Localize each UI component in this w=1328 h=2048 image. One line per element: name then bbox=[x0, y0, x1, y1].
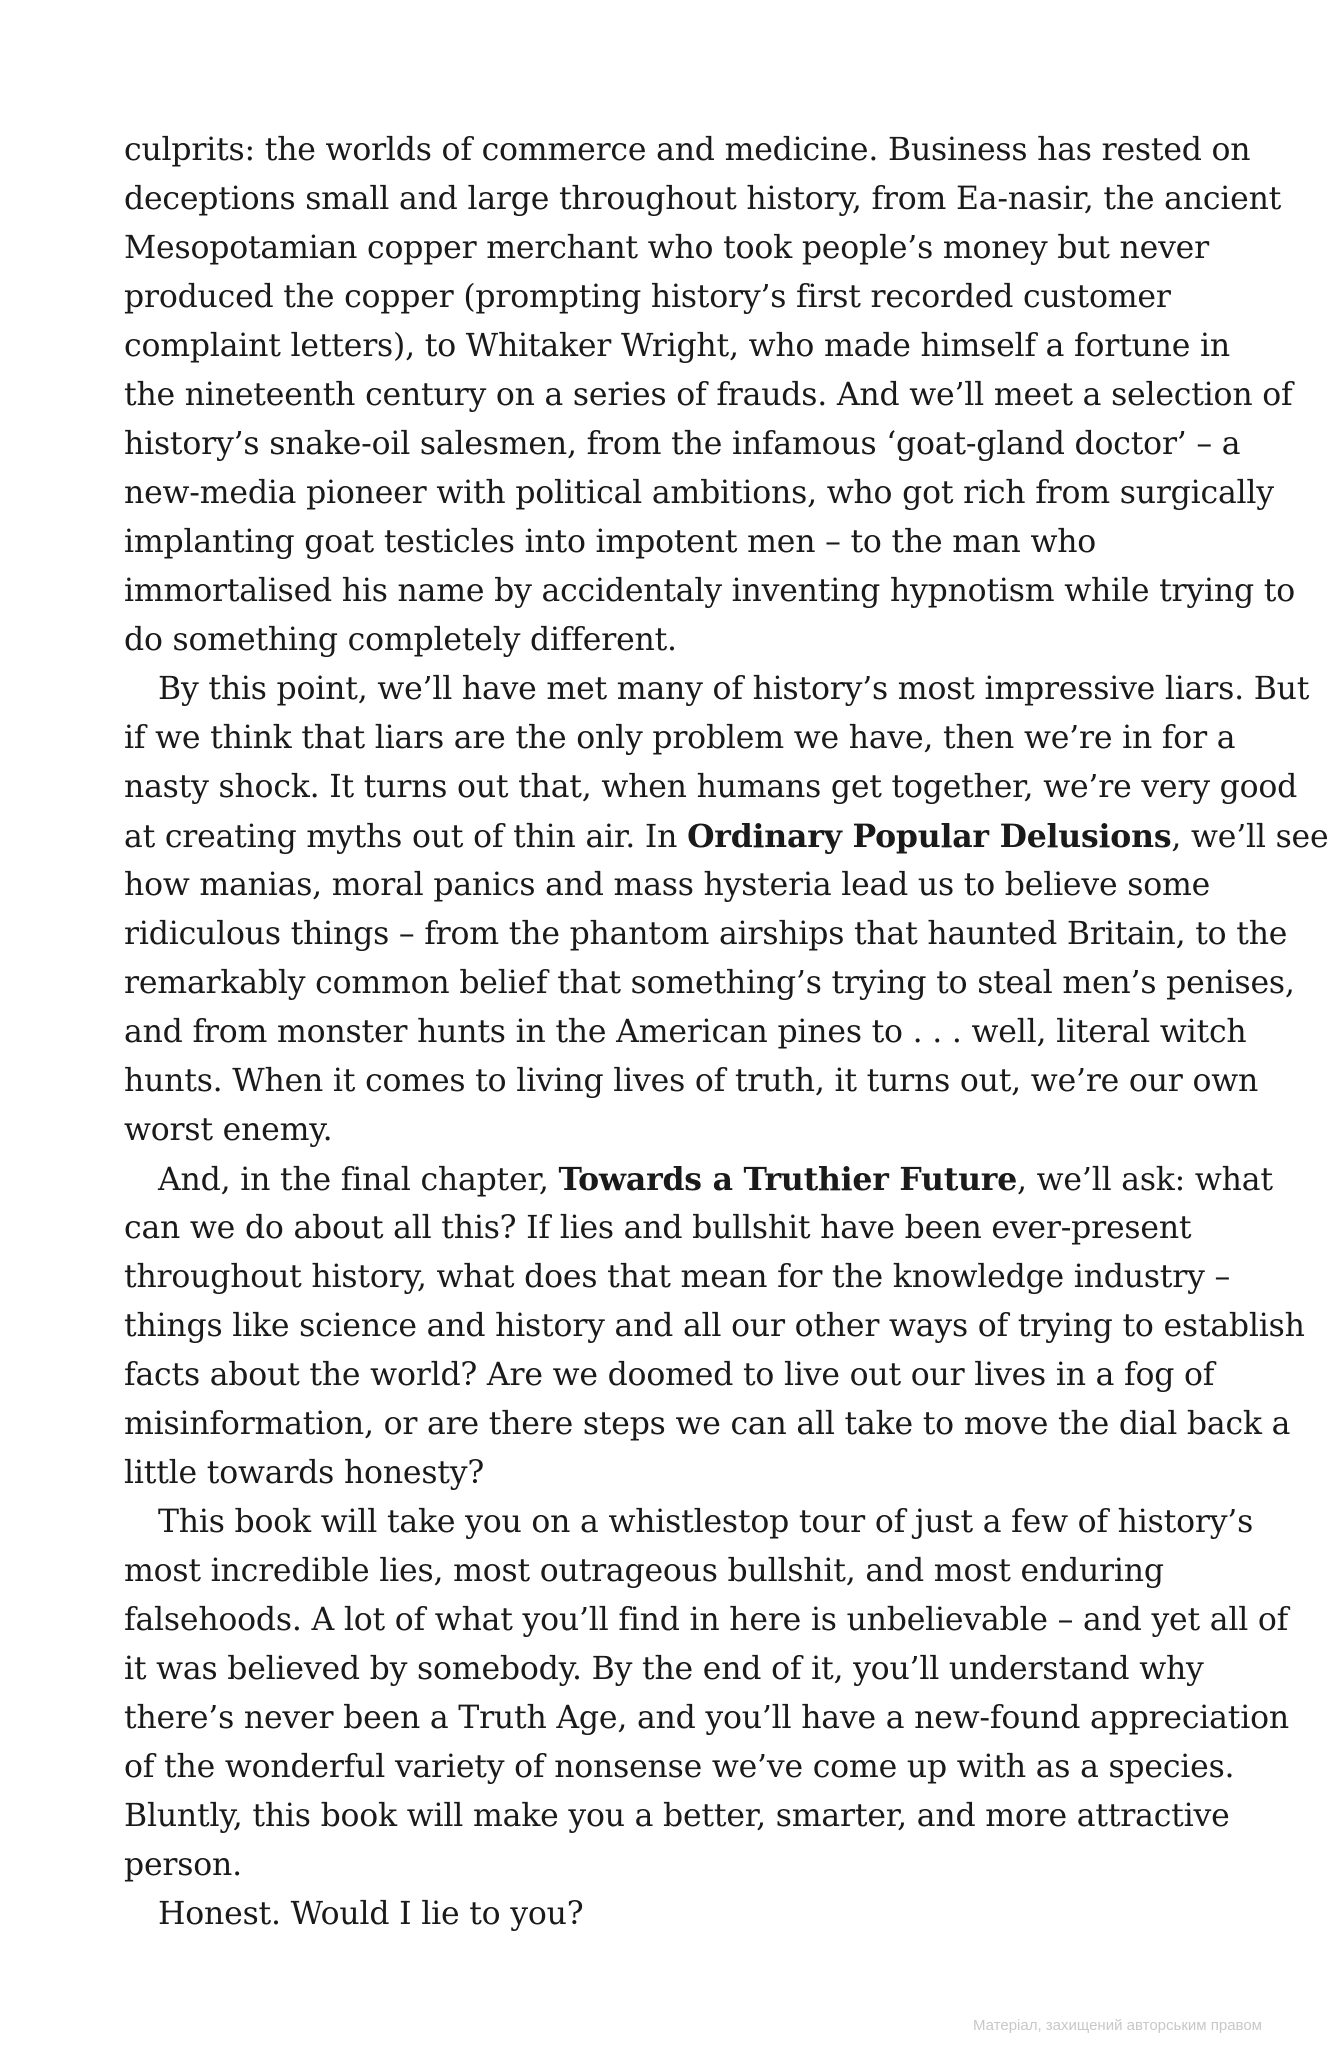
paragraph bbox=[124, 665, 1328, 1155]
copyright-watermark: Матеріал, захищений авторським правом bbox=[972, 2017, 1262, 2034]
text-segment: and from monster hunts in the American pines to . . . well, literal witch bbox=[124, 1014, 1247, 1050]
text-segment: , we’ll ask: what bbox=[1017, 1162, 1273, 1198]
text-segment: remarkably common belief that something’s trying to steal men’s penises, bbox=[124, 965, 1295, 1001]
text-line bbox=[124, 812, 1328, 861]
text-segment: hunts. When it comes to living lives of truth, it turns out, we’re our own bbox=[124, 1063, 1259, 1099]
text-line bbox=[124, 1106, 1194, 1155]
text-line bbox=[124, 273, 1194, 322]
text-segment: , we’ll see bbox=[1171, 819, 1328, 855]
text-line bbox=[124, 616, 1194, 665]
text-segment: produced the copper (prompting history’s first recorded customer bbox=[124, 279, 1171, 315]
text-line bbox=[124, 518, 1194, 567]
paragraph bbox=[124, 126, 1295, 665]
paragraph bbox=[124, 1890, 1194, 1939]
text-segment: at creating myths out of thin air. In bbox=[124, 819, 688, 855]
text-segment: of the wonderful variety of nonsense we’ve come up with as a species. bbox=[124, 1749, 1235, 1785]
text-line bbox=[124, 1351, 1215, 1400]
paragraph bbox=[124, 1155, 1305, 1498]
text-segment: Mesopotamian copper merchant who took people’s money but never bbox=[124, 230, 1209, 266]
text-segment: deceptions small and large throughout history, from Ea-nasir, the ancient bbox=[124, 181, 1282, 217]
text-line bbox=[124, 1008, 1247, 1057]
text-segment: do something completely different. bbox=[124, 622, 677, 658]
text-segment: complaint letters), to Whitaker Wright, who made himself a fortune in bbox=[124, 328, 1230, 364]
text-line bbox=[124, 1449, 1194, 1498]
text-line bbox=[124, 910, 1288, 959]
text-line bbox=[124, 322, 1230, 371]
text-segment: can we do about all this? If lies and bullshit have been ever-present bbox=[124, 1210, 1192, 1246]
chapter-title-reference: Ordinary Popular Delusions bbox=[687, 818, 1172, 855]
text-segment: nasty shock. It turns out that, when humans get together, we’re very good bbox=[124, 769, 1298, 805]
text-line bbox=[124, 1743, 1235, 1792]
text-line bbox=[124, 1057, 1259, 1106]
text-line bbox=[124, 1400, 1291, 1449]
text-line bbox=[124, 763, 1298, 812]
text-segment: And, in the final chapter, bbox=[158, 1162, 559, 1198]
text-line bbox=[124, 1694, 1289, 1743]
text-segment: facts about the world? Are we doomed to live out our lives in a fog of bbox=[124, 1357, 1215, 1393]
text-segment: falsehoods. A lot of what you’ll find in here is unbelievable – and yet all of bbox=[124, 1602, 1289, 1638]
text-line bbox=[124, 420, 1241, 469]
text-line bbox=[124, 1204, 1194, 1253]
text-line bbox=[124, 861, 1211, 910]
text-segment: little towards honesty? bbox=[124, 1455, 485, 1491]
text-line bbox=[124, 175, 1282, 224]
text-segment: By this point, we’ll have met many of history’s most impressive liars. But bbox=[158, 671, 1310, 707]
text-line bbox=[124, 1645, 1204, 1694]
text-segment: it was believed by somebody. By the end of it, you’ll understand why bbox=[124, 1651, 1204, 1687]
text-line bbox=[124, 1155, 1273, 1204]
text-segment: most incredible lies, most outrageous bullshit, and most enduring bbox=[124, 1553, 1164, 1589]
text-segment: Bluntly, this book will make you a better, smarter, and more attractive bbox=[124, 1798, 1230, 1834]
text-segment: the nineteenth century on a series of frauds. And we’ll meet a selection of bbox=[124, 377, 1293, 413]
text-line bbox=[124, 1792, 1230, 1841]
text-segment: if we think that liars are the only problem we have, then we’re in for a bbox=[124, 720, 1236, 756]
text-segment: throughout history, what does that mean for the knowledge industry – bbox=[124, 1259, 1231, 1295]
text-segment: culprits: the worlds of commerce and medicine. Business has rested on bbox=[124, 132, 1251, 168]
text-line bbox=[124, 1302, 1305, 1351]
text-line bbox=[124, 1547, 1194, 1596]
text-line bbox=[124, 469, 1274, 518]
paragraph bbox=[124, 1498, 1289, 1890]
text-line bbox=[124, 665, 1310, 714]
text-line bbox=[124, 714, 1236, 763]
text-segment: person. bbox=[124, 1847, 242, 1883]
text-segment: how manias, moral panics and mass hysteria lead us to believe some bbox=[124, 867, 1211, 903]
text-line bbox=[124, 1253, 1231, 1302]
text-segment: implanting goat testicles into impotent men – to the man who bbox=[124, 524, 1097, 560]
text-segment: ridiculous things – from the phantom airships that haunted Britain, to the bbox=[124, 916, 1288, 952]
text-segment: there’s never been a Truth Age, and you’ll have a new-found appreciation bbox=[124, 1700, 1289, 1736]
text-segment: things like science and history and all our other ways of trying to establish bbox=[124, 1308, 1305, 1344]
text-line bbox=[124, 224, 1209, 273]
chapter-title-reference: Towards a Truthier Future bbox=[558, 1161, 1018, 1198]
text-line bbox=[124, 1498, 1254, 1547]
text-segment: immortalised his name by accidentaly inventing hypnotism while trying to bbox=[124, 573, 1295, 609]
text-line bbox=[124, 1890, 1194, 1939]
book-text-body bbox=[124, 126, 1328, 1939]
text-segment: misinformation, or are there steps we can all take to move the dial back a bbox=[124, 1406, 1291, 1442]
text-line bbox=[124, 126, 1251, 175]
text-segment: worst enemy. bbox=[124, 1112, 333, 1148]
text-segment: Honest. Would I lie to you? bbox=[158, 1896, 584, 1932]
text-segment: history’s snake-oil salesmen, from the infamous ‘goat-gland doctor’ – a bbox=[124, 426, 1241, 462]
text-line bbox=[124, 959, 1295, 1008]
text-segment: This book will take you on a whistlestop tour of just a few of history’s bbox=[158, 1504, 1254, 1540]
text-line bbox=[124, 371, 1293, 420]
text-line bbox=[124, 1596, 1289, 1645]
text-line bbox=[124, 567, 1295, 616]
text-line bbox=[124, 1841, 1194, 1890]
text-segment: new-media pioneer with political ambitions, who got rich from surgically bbox=[124, 475, 1274, 511]
